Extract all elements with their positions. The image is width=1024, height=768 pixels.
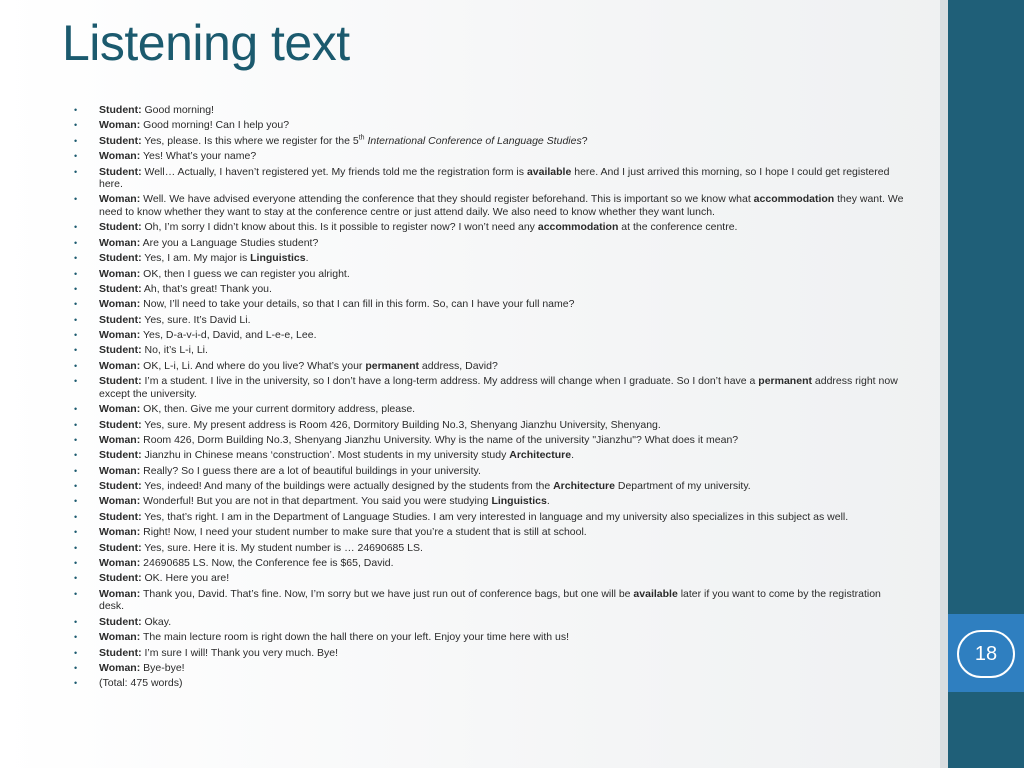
line-text: Right! Now, I need your student number to make sure that you’re a student that is still at school.: [140, 526, 587, 539]
line-text: I’m sure I will! Thank you very much. Bye!: [141, 646, 339, 659]
line-text: Well… Actually, I haven’t registered yet. My friends told me the registration form is: [141, 165, 527, 178]
speaker-label: Woman:: [99, 329, 141, 342]
speaker-label: Woman:: [99, 119, 141, 132]
ordinal-suffix: th: [358, 134, 365, 142]
speaker-label: Woman:: [99, 298, 141, 311]
transcript-line: [74, 268, 904, 281]
bullet-icon: •: [74, 419, 78, 430]
speaker-label: Student:: [99, 313, 142, 326]
bullet-icon: •: [74, 558, 78, 569]
bullet-icon: •: [74, 222, 78, 233]
speaker-label: Woman:: [99, 193, 141, 206]
speaker-label: Woman:: [99, 464, 141, 477]
bullet-icon: •: [74, 314, 78, 325]
transcript-line: [74, 616, 904, 629]
highlight-word: available: [526, 165, 572, 178]
bullet-icon: •: [74, 166, 78, 177]
bullet-icon: •: [74, 616, 78, 627]
line-text: Department of my university.: [614, 480, 751, 493]
speaker-label: Woman:: [99, 359, 141, 372]
highlight-word: accommodation: [537, 221, 619, 234]
line-text: Thank you, David. That’s fine. Now, I’m sorry but we have just run out of conference bags, but one will be: [140, 587, 634, 600]
bullet-icon: •: [74, 588, 78, 599]
line-text: Okay.: [141, 615, 172, 628]
line-text: address, David?: [419, 359, 498, 372]
line-text: they want. We need to know whether they want to stay at the conference centre or just attend daily. We also need to know whether they want lunch.: [99, 193, 904, 218]
sidebar-accent-light: [940, 0, 948, 768]
transcript-line: [74, 104, 904, 117]
line-text: Now, I’ll need to take your details, so that I can fill in this form. So, can I have your full name?: [140, 298, 575, 311]
slide-number: 18: [957, 630, 1015, 678]
highlight-word: Linguistics: [491, 495, 547, 508]
bullet-icon: •: [74, 105, 78, 115]
transcript-line: [74, 135, 904, 148]
bullet-icon: •: [74, 330, 78, 341]
bullet-icon: •: [74, 434, 78, 445]
transcript-line: [74, 193, 904, 218]
speaker-label: Student:: [99, 375, 142, 388]
line-text: I’m a student. I live in the university, so I don’t have a long-term address. My address will change when I graduate. So I don’t have a: [141, 375, 759, 388]
bullet-icon: •: [74, 527, 78, 538]
line-text: .: [571, 449, 575, 462]
speaker-label: Student:: [99, 282, 142, 295]
line-text: Yes, I am. My major is: [141, 252, 251, 265]
bullet-icon: •: [74, 360, 78, 371]
speaker-label: Woman:: [99, 661, 141, 674]
line-text: Bye-bye!: [140, 661, 185, 674]
line-text: Well. We have advised everyone attending the conference that they should register beforehand. This is important so we know what: [140, 193, 754, 206]
bullet-icon: •: [74, 450, 78, 461]
line-text: Yes, indeed! And many of the buildings were actually designed by the students from the: [141, 480, 554, 493]
italic-text: International Conference of Language Studies: [364, 134, 582, 147]
line-text: Good morning! Can I help you?: [140, 119, 290, 132]
transcript-line: [74, 360, 904, 373]
transcript-line: [74, 314, 904, 327]
transcript-line: [74, 449, 904, 462]
speaker-label: Student:: [99, 134, 142, 147]
transcript-line: [74, 119, 904, 132]
highlight-word: Architecture: [509, 449, 572, 462]
transcript-line: [74, 465, 904, 478]
transcript-line: [74, 631, 904, 644]
line-text: Yes! What’s your name?: [140, 150, 257, 163]
bullet-icon: •: [74, 283, 78, 294]
line-text: Yes, sure. Here it is. My student number is … 24690685 LS.: [141, 541, 423, 554]
bullet-icon: •: [74, 151, 78, 162]
transcript-line: [74, 403, 904, 416]
speaker-label: Student:: [99, 104, 142, 116]
transcript-line: [74, 495, 904, 508]
line-text: Oh, I’m sorry I didn’t know about this. Is it possible to register now? I won’t need any: [141, 221, 538, 234]
transcript-line: [74, 647, 904, 660]
speaker-label: Woman:: [99, 631, 141, 644]
line-text: Room 426, Dorm Building No.3, Shenyang Jianzhu University. Why is the name of the university "Jianzhu"? What does it mean?: [140, 433, 739, 446]
transcript-line: [74, 237, 904, 250]
speaker-label: Student:: [99, 510, 142, 523]
transcript-line: [74, 662, 904, 675]
bullet-icon: •: [74, 194, 78, 205]
line-text: OK, L-i, Li. And where do you live? What’s your: [140, 359, 366, 372]
bullet-icon: •: [74, 511, 78, 522]
speaker-label: Woman:: [99, 526, 141, 539]
bullet-icon: •: [74, 253, 78, 264]
line-text: No, it’s L-i, Li.: [141, 344, 208, 357]
transcript-line: [74, 221, 904, 234]
line-text: address right now except the university.: [99, 375, 898, 400]
line-text: later if you want to come by the registration desk.: [99, 587, 881, 613]
transcript-line: [74, 677, 904, 690]
bullet-icon: •: [74, 647, 78, 658]
bullet-icon: •: [74, 632, 78, 643]
bullet-icon: •: [74, 237, 78, 248]
line-text: Really? So I guess there are a lot of beautiful buildings in your university.: [140, 464, 481, 477]
speaker-label: Student:: [99, 221, 142, 234]
highlight-word: Architecture: [553, 480, 615, 493]
line-text: Good morning!: [141, 104, 214, 116]
bullet-icon: •: [74, 135, 78, 146]
speaker-label: Woman:: [99, 557, 141, 570]
transcript-line: [74, 526, 904, 539]
line-text: Yes, that’s right. I am in the Department of Language Studies. I am very interested in language and my university also specializes in this subject as well.: [141, 510, 849, 523]
transcript-line: [74, 329, 904, 342]
speaker-label: Student:: [99, 344, 142, 357]
bullet-icon: •: [74, 404, 78, 415]
line-text: here. And I just arrived this morning, so I hope I could get registered here.: [99, 165, 890, 191]
line-text: Yes, please. Is this where we register for the 5: [141, 134, 359, 147]
line-text: .: [305, 252, 309, 265]
speaker-label: Student:: [99, 646, 142, 659]
line-text: Are you a Language Studies student?: [140, 236, 319, 249]
slide-title: Listening text: [62, 15, 350, 71]
line-text: Jianzhu in Chinese means ‘construction’. Most students in my university study: [141, 449, 510, 462]
bullet-icon: •: [74, 496, 78, 507]
line-text: ?: [581, 134, 588, 147]
transcript-line: [74, 511, 904, 524]
line-text: (Total: 475 words): [99, 677, 183, 690]
transcript-line: [74, 283, 904, 296]
transcript-line: [74, 572, 904, 585]
speaker-label: Student:: [99, 615, 142, 628]
speaker-label: Woman:: [99, 495, 141, 508]
line-text: OK. Here you are!: [141, 572, 230, 585]
speaker-label: Woman:: [99, 403, 141, 416]
transcript-line: [74, 252, 904, 265]
transcript-line: [74, 557, 904, 570]
speaker-label: Student:: [99, 252, 142, 265]
highlight-word: accommodation: [753, 193, 835, 206]
speaker-label: Student:: [99, 572, 142, 585]
speaker-label: Student:: [99, 541, 142, 554]
transcript-line: [74, 166, 904, 191]
transcript-line: [74, 298, 904, 311]
line-text: OK, then I guess we can register you alright.: [140, 267, 350, 280]
bullet-icon: •: [74, 678, 78, 689]
speaker-label: Student:: [99, 449, 142, 462]
bullet-icon: •: [74, 268, 78, 279]
bullet-icon: •: [74, 481, 78, 492]
transcript-line: [74, 434, 904, 447]
speaker-label: Woman:: [99, 587, 141, 600]
speaker-label: Woman:: [99, 433, 141, 446]
transcript-list: [74, 104, 904, 693]
bullet-icon: •: [74, 573, 78, 584]
line-text: OK, then. Give me your current dormitory address, please.: [140, 403, 416, 416]
highlight-word: available: [633, 587, 678, 600]
speaker-label: Woman:: [99, 150, 141, 163]
speaker-label: Woman:: [99, 236, 141, 249]
speaker-label: Woman:: [99, 267, 141, 280]
line-text: Ah, that’s great! Thank you.: [141, 282, 272, 295]
transcript-line: [74, 344, 904, 357]
line-text: at the conference centre.: [618, 221, 738, 234]
highlight-word: permanent: [758, 375, 812, 388]
bullet-icon: •: [74, 662, 78, 673]
line-text: The main lecture room is right down the hall there on your left. Enjoy your time here with us!: [140, 631, 569, 644]
transcript-line: [74, 150, 904, 163]
transcript-line: [74, 542, 904, 555]
line-text: 24690685 LS. Now, the Conference fee is $65, David.: [140, 557, 394, 570]
speaker-label: Student:: [99, 480, 142, 493]
line-text: Yes, D-a-v-i-d, David, and L-e-e, Lee.: [140, 329, 317, 342]
line-text: .: [546, 495, 550, 508]
transcript-line: [74, 419, 904, 432]
bullet-icon: •: [74, 376, 78, 387]
line-text: Yes, sure. It’s David Li.: [141, 313, 251, 326]
line-text: Wonderful! But you are not in that department. You said you were studying: [140, 495, 492, 508]
bullet-icon: •: [74, 299, 78, 310]
line-text: Yes, sure. My present address is Room 426, Dormitory Building No.3, Shenyang Jianzhu University, Shenyang.: [141, 418, 661, 431]
speaker-label: Student:: [99, 418, 142, 431]
transcript-line: [74, 588, 904, 613]
bullet-icon: •: [74, 345, 78, 356]
transcript-line: [74, 480, 904, 493]
transcript-line: [74, 375, 904, 400]
bullet-icon: •: [74, 465, 78, 476]
bullet-icon: •: [74, 120, 78, 131]
bullet-icon: •: [74, 542, 78, 553]
speaker-label: Student:: [99, 165, 142, 178]
highlight-word: Linguistics: [250, 252, 306, 265]
highlight-word: permanent: [365, 359, 420, 372]
